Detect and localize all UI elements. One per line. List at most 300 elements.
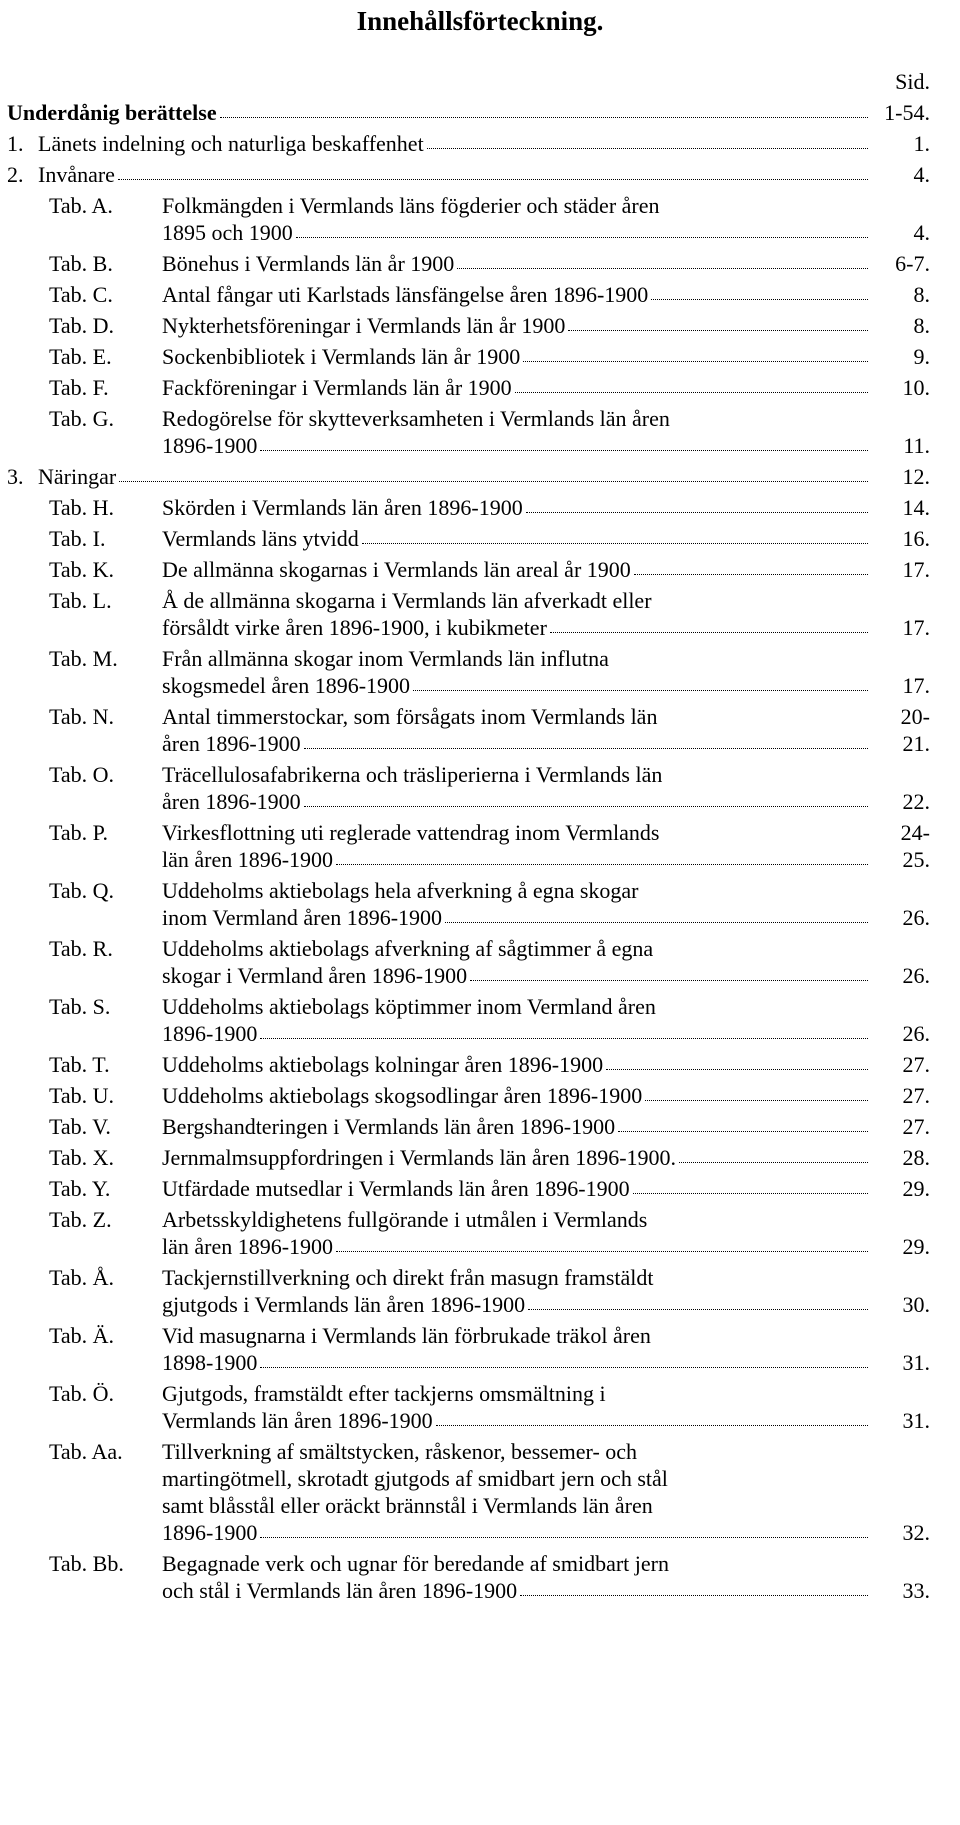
toc-entry: [7, 525, 930, 552]
dot-leader: [523, 343, 868, 362]
toc-entry: [7, 192, 930, 246]
toc-entry: [7, 1051, 930, 1078]
toc-entry-page-spacer: [868, 1465, 930, 1492]
toc-entry-label: Tab. Aa.: [49, 1439, 123, 1464]
toc-entry-title: [162, 343, 868, 370]
toc-entry-page-number: 6-7.: [895, 251, 930, 276]
toc-entry-title: [38, 130, 868, 157]
toc-entry-page-spacer: [868, 587, 930, 614]
dot-leader: [336, 846, 868, 865]
toc-entry-page-number: 29.: [902, 1176, 930, 1201]
toc-entry-title-text: Uddeholms aktiebolags hela afverkning å egna skogar: [162, 878, 639, 903]
toc-entry-page: [868, 343, 930, 370]
toc-entry-label: Tab. Y.: [49, 1176, 111, 1201]
toc-entry-title-text: Fackföreningar i Vermlands län år 1900: [162, 375, 512, 400]
toc-entry-page: [868, 494, 930, 521]
toc-entry-title-line: [162, 614, 868, 641]
toc-entry: [7, 99, 930, 126]
toc-entry-label: Tab. T.: [49, 1052, 110, 1077]
toc-entry-page: [868, 935, 930, 989]
toc-entry-page: [868, 587, 930, 641]
toc-entry-title-text: 1896-1900: [162, 1520, 258, 1545]
toc-entry-title-text: Bergshandteringen i Vermlands län åren 1896-1900: [162, 1114, 616, 1139]
toc-entry: [7, 1264, 930, 1318]
dot-leader: [413, 672, 868, 691]
toc-entry-title-line: [162, 877, 868, 904]
toc-entry-page: [868, 374, 930, 401]
toc-entry-title-text: län åren 1896-1900: [162, 847, 334, 872]
dot-leader: [118, 161, 868, 180]
dot-leader: [220, 99, 868, 118]
toc-entry-label: Tab. C.: [49, 282, 113, 307]
toc-entry-title-text: 1895 och 1900: [162, 220, 293, 245]
toc-entry-label: Tab. I.: [49, 526, 106, 551]
toc-entry-title-line: [162, 1380, 868, 1407]
toc-entry-label: Tab. Q.: [49, 878, 115, 903]
toc-entry-title-line: [162, 1082, 868, 1109]
dot-leader: [550, 614, 868, 633]
toc-entry-title-text: och stål i Vermlands län åren 1896-1900: [162, 1578, 518, 1603]
toc-entry-title-text: Antal fångar uti Karlstads länsfängelse åren 1896-1900: [162, 282, 649, 307]
toc-entry-title: [162, 556, 868, 583]
toc-entry-title-text: Begagnade verk och ugnar för beredande af smidbart jern: [162, 1551, 669, 1576]
toc-entry-page: [868, 993, 930, 1047]
toc-entry: [7, 556, 930, 583]
toc-entry-title-line: [162, 1550, 868, 1577]
toc-entry-title: [38, 463, 868, 490]
toc-entry: [7, 1113, 930, 1140]
toc-entry-page: [868, 1322, 930, 1376]
toc-entry-title-text: Länets indelning och naturliga beskaffenhet: [38, 131, 424, 156]
toc-entry-page: [868, 1144, 930, 1171]
table-of-contents: [7, 68, 930, 1608]
toc-entry-page-number: 22.: [902, 789, 930, 814]
toc-entry-page: [868, 405, 930, 459]
dot-leader: [679, 1144, 868, 1163]
toc-entry-title: [162, 703, 868, 757]
toc-entry-title-line: [162, 1492, 868, 1519]
toc-entry-page-number: 10.: [902, 375, 930, 400]
toc-entry: [7, 819, 930, 873]
dot-leader: [606, 1051, 868, 1070]
toc-entry-title-text: Skörden i Vermlands län åren 1896-1900: [162, 495, 523, 520]
toc-entry-page: [868, 877, 930, 931]
toc-entry-title-line: [162, 788, 868, 815]
toc-entry-title-line: [162, 1291, 868, 1318]
toc-entry-title: [162, 1175, 868, 1202]
toc-entry-page: [868, 281, 930, 308]
toc-entry-title: [162, 1144, 868, 1171]
toc-entry-page-number: 24-: [900, 820, 930, 845]
toc-entry-title-line: [162, 904, 868, 931]
toc-entry-page: [868, 1051, 930, 1078]
toc-entry-title: [162, 281, 868, 308]
toc-entry-title: [162, 250, 868, 277]
toc-entry-title: [162, 1438, 868, 1546]
toc-entry: [7, 587, 930, 641]
toc-entry-title: [162, 877, 868, 931]
toc-entry-page-number: 28.: [902, 1145, 930, 1170]
toc-entry-title-line: [162, 374, 868, 401]
toc-entry-title-text: Vermlands läns ytvidd: [162, 526, 359, 551]
toc-entry-page-number: 29.: [902, 1234, 930, 1259]
dot-leader: [618, 1113, 868, 1132]
toc-entry-title-line: [7, 99, 868, 126]
toc-entry-title-text: Från allmänna skogar inom Vermlands län influtna: [162, 646, 609, 671]
dot-leader: [436, 1407, 868, 1426]
toc-entry-page-number: 27.: [902, 1052, 930, 1077]
toc-entries: [7, 99, 930, 1604]
toc-entry-page: [868, 1206, 930, 1260]
dot-leader: [568, 312, 868, 331]
toc-entry-title-line: [162, 1407, 868, 1434]
toc-entry-label: Tab. Z.: [49, 1207, 112, 1232]
toc-entry-title: [162, 1082, 868, 1109]
dot-leader: [304, 788, 868, 807]
toc-entry-page-spacer: [868, 877, 930, 904]
toc-entry-title: [162, 645, 868, 699]
toc-entry-page-number: 31.: [902, 1408, 930, 1433]
toc-entry-title-text: inom Vermland åren 1896-1900: [162, 905, 443, 930]
toc-entry-title: [162, 405, 868, 459]
toc-entry-page: [868, 1380, 930, 1434]
toc-entry-page-spacer: [868, 645, 930, 672]
toc-entry-title-line: [38, 130, 868, 157]
toc-entry-page-spacer: [868, 761, 930, 788]
toc-entry-label: Tab. R.: [49, 936, 113, 961]
toc-entry-title: [162, 494, 868, 521]
toc-entry-title-text: 1898-1900: [162, 1350, 258, 1375]
toc-entry-title-text: Virkesflottning uti reglerade vattendrag inom Vermlands: [162, 820, 660, 845]
toc-entry-title-line: [162, 761, 868, 788]
toc-entry-title-text: Uddeholms aktiebolags skogsodlingar åren 1896-1900: [162, 1083, 643, 1108]
toc-entry: [7, 281, 930, 308]
toc-entry-label: Tab. O.: [49, 762, 115, 787]
toc-entry: [7, 312, 930, 339]
toc-entry-title-line: [162, 405, 868, 432]
toc-entry-title: [162, 1322, 868, 1376]
toc-entry: [7, 463, 930, 490]
toc-entry-title-line: [162, 432, 868, 459]
toc-entry-title-text: Underdånig berättelse: [7, 100, 217, 125]
dot-leader: [445, 904, 868, 923]
toc-entry-label: Tab. N.: [49, 704, 115, 729]
toc-entry-label: Tab. H.: [49, 495, 115, 520]
toc-entry-title-line: [162, 1322, 868, 1349]
toc-entry-label: Tab. D.: [49, 313, 115, 338]
toc-entry-page: [868, 1438, 930, 1546]
toc-entry-title: [162, 525, 868, 552]
page-title: Innehållsförteckning.: [356, 6, 604, 36]
toc-entry-label: Tab. U.: [49, 1083, 115, 1108]
toc-entry: [7, 405, 930, 459]
toc-entry: [7, 935, 930, 989]
toc-entry-page: [868, 525, 930, 552]
toc-entry: [7, 1438, 930, 1546]
toc-entry-title-line: [162, 525, 868, 552]
toc-entry-page: [868, 703, 930, 757]
toc-entry-title-line: [162, 281, 868, 308]
dot-leader: [260, 1020, 868, 1039]
toc-entry-label: Tab. K.: [49, 557, 115, 582]
toc-entry-label: Tab. Ö.: [49, 1381, 115, 1406]
toc-entry-title-line: [162, 250, 868, 277]
dot-leader: [296, 219, 868, 238]
toc-entry: [7, 877, 930, 931]
toc-entry-title-line: [162, 1438, 868, 1465]
toc-entry-title-text: Folkmängden i Vermlands läns fögderier och städer åren: [162, 193, 660, 218]
toc-entry-title-line: [162, 962, 868, 989]
toc-entry-title-text: Nykterhetsföreningar i Vermlands län år 1900: [162, 313, 566, 338]
toc-entry-page: [868, 192, 930, 246]
toc-entry-title-line: [38, 161, 868, 188]
toc-entry-title-text: Uddeholms aktiebolags köptimmer inom Vermland åren: [162, 994, 656, 1019]
dot-leader: [457, 250, 868, 269]
toc-entry-title-line: [162, 343, 868, 370]
toc-entry-page: [868, 312, 930, 339]
toc-entry-page-number: 21.: [902, 731, 930, 756]
page-column-header: Sid.: [895, 69, 930, 94]
toc-entry-page-number: 8.: [913, 282, 930, 307]
toc-entry-title: [162, 935, 868, 989]
toc-entry-title-line: [162, 672, 868, 699]
toc-entry-title-text: Tackjernstillverkning och direkt från masugn framstäldt: [162, 1265, 654, 1290]
toc-entry-title: [162, 1051, 868, 1078]
toc-entry-title-text: Uddeholms aktiebolags kolningar åren 1896-1900: [162, 1052, 604, 1077]
toc-entry-page-number: 16.: [902, 526, 930, 551]
toc-entry-page-number: 8.: [913, 313, 930, 338]
toc-entry-page: [868, 761, 930, 815]
toc-entry-page: [868, 250, 930, 277]
dot-leader: [651, 281, 868, 300]
toc-entry-title: [162, 1264, 868, 1318]
toc-entry-page: [868, 1264, 930, 1318]
toc-entry-title-line: [162, 1020, 868, 1047]
toc-entry-title-text: Jernmalmsuppfordringen i Vermlands län åren 1896-1900.: [162, 1145, 677, 1170]
toc-entry-page-number: 33.: [902, 1578, 930, 1603]
toc-entry-title-line: [162, 703, 868, 730]
toc-entry-title-text: Uddeholms aktiebolags afverkning af sågtimmer å egna: [162, 936, 654, 961]
toc-entry-title: [162, 587, 868, 641]
toc-entry: [7, 1175, 930, 1202]
toc-entry-page-spacer: [868, 1322, 930, 1349]
toc-entry: [7, 250, 930, 277]
dot-leader: [362, 525, 868, 544]
dot-leader: [528, 1291, 868, 1310]
toc-entry-page-number: 30.: [902, 1292, 930, 1317]
toc-entry-title-text: skogsmedel åren 1896-1900: [162, 673, 411, 698]
dot-leader: [260, 432, 868, 451]
dot-leader: [260, 1349, 868, 1368]
toc-entry-title: [162, 1550, 868, 1604]
toc-entry-page-number: 26.: [902, 963, 930, 988]
toc-entry-label: Tab. A.: [49, 193, 113, 218]
toc-entry-page-number: 17.: [902, 615, 930, 640]
toc-entry: [7, 494, 930, 521]
toc-entry-title: [162, 1206, 868, 1260]
toc-entry-page-number: 31.: [902, 1350, 930, 1375]
toc-entry-title-text: försåldt virke åren 1896-1900, i kubikmeter: [162, 615, 547, 640]
dot-leader: [470, 962, 868, 981]
toc-entry-title-line: [162, 1206, 868, 1233]
toc-entry-title-text: Utfärdade mutsedlar i Vermlands län åren 1896-1900: [162, 1176, 630, 1201]
toc-entry-page-number: 11.: [903, 433, 930, 458]
toc-entry-page-number: 1.: [913, 131, 930, 156]
toc-entry-title-text: Vermlands län åren 1896-1900: [162, 1408, 433, 1433]
toc-entry-page-spacer: [868, 1438, 930, 1465]
toc-entry-page-number: 26.: [902, 1021, 930, 1046]
toc-entry-label: Tab. M.: [49, 646, 118, 671]
toc-entry: [7, 130, 930, 157]
toc-entry: [7, 343, 930, 370]
toc-entry-title-text: gjutgods i Vermlands län åren 1896-1900: [162, 1292, 526, 1317]
toc-entry-title-line: [162, 1349, 868, 1376]
toc-entry-title: [162, 374, 868, 401]
toc-entry-title-text: Arbetsskyldighetens fullgörande i utmålen i Vermlands: [162, 1207, 648, 1232]
toc-entry-title-line: [162, 587, 868, 614]
toc-entry-label: Tab. P.: [49, 820, 108, 845]
toc-entry-page: [868, 1175, 930, 1202]
toc-entry-label: 3.: [7, 464, 24, 489]
toc-entry-title-line: [162, 556, 868, 583]
dot-leader: [634, 556, 868, 575]
toc-entry-page-spacer: [868, 1206, 930, 1233]
toc-entry-page: [868, 645, 930, 699]
toc-entry-title-line: [162, 935, 868, 962]
toc-entry-title-text: martingötmell, skrotadt gjutgods af smidbart jern och stål: [162, 1466, 668, 1491]
toc-entry-page-number: 27.: [902, 1114, 930, 1139]
toc-entry-title-text: Redogörelse för skytteverksamheten i Vermlands län åren: [162, 406, 670, 431]
dot-leader: [645, 1082, 868, 1101]
toc-entry-title: [162, 312, 868, 339]
toc-entry-page-spacer: [868, 1550, 930, 1577]
toc-entry-title-line: [162, 219, 868, 246]
toc-entry-page-number: 17.: [902, 557, 930, 582]
toc-entry-label: Tab. V.: [49, 1114, 111, 1139]
toc-entry-page-spacer: [868, 1380, 930, 1407]
toc-entry-page: [868, 1113, 930, 1140]
toc-entry-page-spacer: [868, 405, 930, 432]
toc-entry-title-line: [162, 645, 868, 672]
toc-entry-title-text: Näringar: [38, 464, 117, 489]
dot-leader: [520, 1577, 868, 1596]
toc-entry-title-line: [162, 1577, 868, 1604]
toc-entry: [7, 1144, 930, 1171]
toc-entry-page: [868, 1082, 930, 1109]
toc-entry-page: [868, 463, 930, 490]
toc-entry-title-line: [162, 1264, 868, 1291]
toc-entry-page: [868, 819, 930, 873]
toc-entry-title-line: [162, 730, 868, 757]
toc-entry-title-text: De allmänna skogarnas i Vermlands län areal år 1900: [162, 557, 631, 582]
toc-entry-page-number: 9.: [913, 344, 930, 369]
toc-entry-page-spacer: [868, 935, 930, 962]
toc-entry-title: [162, 819, 868, 873]
toc-entry-title-text: 1896-1900: [162, 433, 258, 458]
toc-entry-title-text: Antal timmerstockar, som försågats inom Vermlands län: [162, 704, 658, 729]
toc-entry-page-number: 4.: [913, 162, 930, 187]
toc-entry-title-text: Gjutgods, framstäldt efter tackjerns omsmältning i: [162, 1381, 606, 1406]
toc-entry-title-line: [162, 1144, 868, 1171]
toc-entry: [7, 703, 930, 757]
toc-entry-page: [868, 161, 930, 188]
toc-entry-title-text: åren 1896-1900: [162, 789, 301, 814]
toc-entry-title-line: [162, 192, 868, 219]
toc-entry-title-text: Bönehus i Vermlands län år 1900: [162, 251, 455, 276]
dot-leader: [119, 463, 868, 482]
toc-entry-page-number: 25.: [902, 847, 930, 872]
toc-entry-title-line: [162, 494, 868, 521]
toc-entry-title-line: [162, 312, 868, 339]
toc-entry-label: 1.: [7, 131, 24, 156]
toc-entry: [7, 1206, 930, 1260]
toc-entry-label: Tab. Å.: [49, 1265, 115, 1290]
toc-entry-title-text: Sockenbibliotek i Vermlands län år 1900: [162, 344, 521, 369]
toc-entry-page-spacer: [868, 993, 930, 1020]
toc-entry-title: [162, 993, 868, 1047]
toc-entry-page: [868, 556, 930, 583]
toc-entry: [7, 1380, 930, 1434]
toc-entry-title: [162, 192, 868, 246]
toc-entry-label: Tab. L.: [49, 588, 112, 613]
toc-entry-title: [162, 1113, 868, 1140]
toc-entry-label: Tab. E.: [49, 344, 112, 369]
toc-entry-page-spacer: [868, 192, 930, 219]
toc-entry-page-number: 32.: [902, 1520, 930, 1545]
dot-leader: [304, 730, 868, 749]
toc-entry-title-line: [162, 1465, 868, 1492]
toc-entry-title-line: [162, 1175, 868, 1202]
toc-entry-title: [162, 1380, 868, 1434]
toc-entry-title: [162, 761, 868, 815]
toc-entry-title-text: åren 1896-1900: [162, 731, 301, 756]
toc-entry-page: [868, 99, 930, 126]
toc-entry-title-line: [162, 846, 868, 873]
toc-entry: [7, 1550, 930, 1604]
toc-entry-page-number: 17.: [902, 673, 930, 698]
toc-entry: [7, 1082, 930, 1109]
toc-entry: [7, 761, 930, 815]
toc-entry-title-text: Invånare: [38, 162, 115, 187]
toc-entry-label: Tab. G.: [49, 406, 115, 431]
toc-entry-label: Tab. X.: [49, 1145, 115, 1170]
toc-entry-label: 2.: [7, 162, 24, 187]
dot-leader: [515, 374, 868, 393]
toc-entry-label: Tab. F.: [49, 375, 109, 400]
toc-entry-title-text: samt blåsstål eller oräckt brännstål i Vermlands län åren: [162, 1493, 653, 1518]
toc-entry-title-line: [162, 1233, 868, 1260]
toc-entry-title-text: Å de allmänna skogarna i Vermlands län afverkadt eller: [162, 588, 652, 613]
toc-entry-title-line: [162, 1113, 868, 1140]
toc-entry-title-line: [162, 1519, 868, 1546]
toc-entry-label: Tab. Bb.: [49, 1551, 124, 1576]
toc-entry-page-spacer: [868, 1492, 930, 1519]
toc-entry-page-number: 4.: [913, 220, 930, 245]
toc-entry-label: Tab. B.: [49, 251, 113, 276]
toc-entry-title-line: [162, 819, 868, 846]
toc-entry: [7, 993, 930, 1047]
toc-entry-title-text: Träcellulosafabrikerna och träsliperierna i Vermlands län: [162, 762, 663, 787]
toc-entry-label: Tab. S.: [49, 994, 111, 1019]
dot-leader: [633, 1175, 868, 1194]
toc-entry-page-spacer: [868, 1264, 930, 1291]
toc-entry-page-number: 1-54.: [884, 100, 930, 125]
toc-entry: [7, 374, 930, 401]
toc-entry-title-line: [162, 1051, 868, 1078]
dot-leader: [427, 130, 868, 149]
toc-entry-page: [868, 130, 930, 157]
dot-leader: [260, 1519, 868, 1538]
